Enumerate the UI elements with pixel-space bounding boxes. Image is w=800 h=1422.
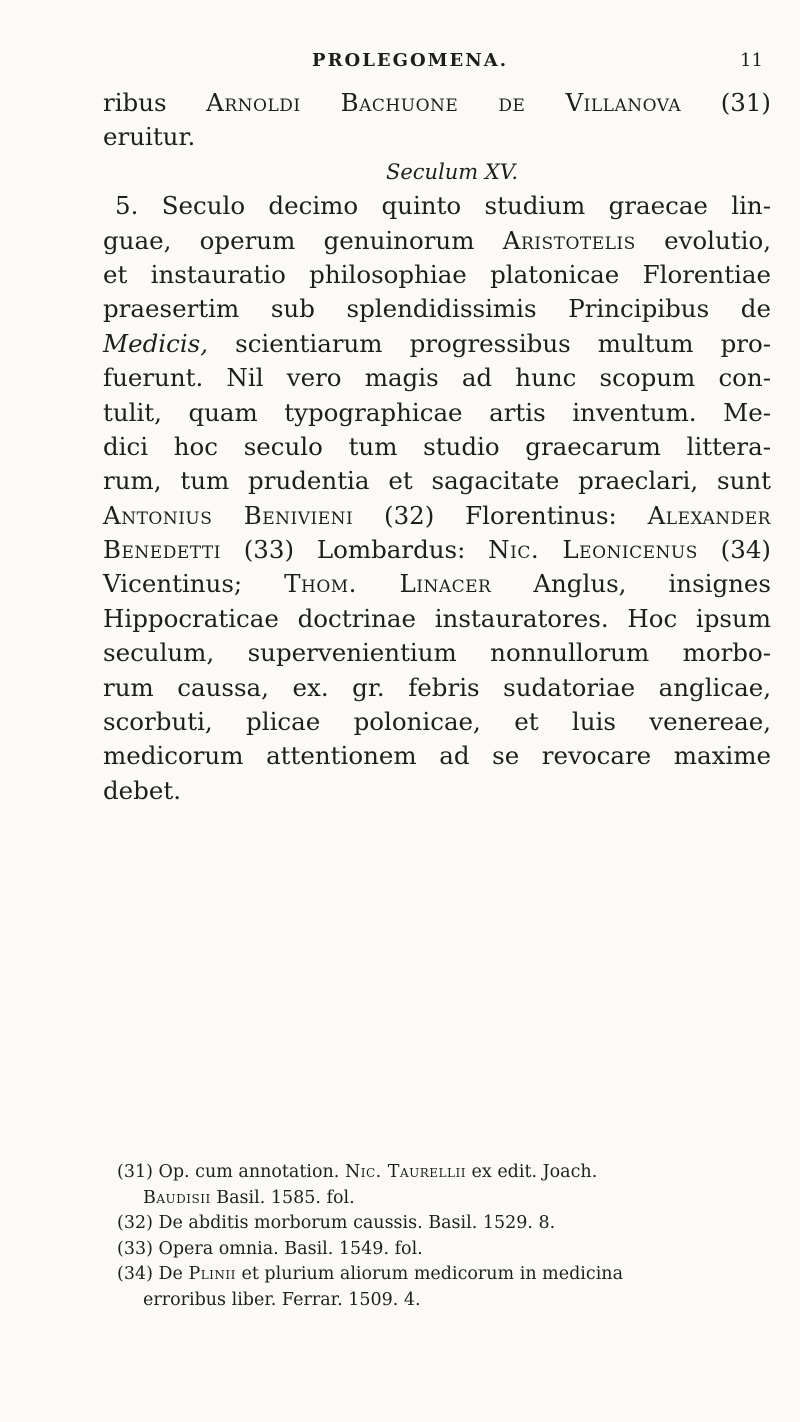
- text-line: et instauratio philosophiae platonicae Florentiae: [103, 259, 771, 289]
- author-name: Nic. Taurellii: [344, 1162, 466, 1182]
- section-heading: Seculum XV.: [385, 159, 519, 184]
- author-name: Benedetti: [103, 535, 221, 565]
- author-name: Antonius Benivieni: [103, 500, 354, 530]
- footnote: [117, 1262, 771, 1288]
- author-name: Baudisii: [143, 1187, 211, 1208]
- footnote: (32) De abditis morborum caussis. Basil. 1529. 8.: [117, 1213, 556, 1233]
- text-run: Basil. 1585. fol.: [210, 1187, 355, 1208]
- footnote-continuation: [117, 1186, 771, 1212]
- text-line: [103, 567, 771, 601]
- footnote: (33) Opera omnia. Basil. 1549. fol.: [117, 1238, 423, 1259]
- author-name: Nic. Leonicenus: [488, 535, 698, 565]
- text-line: 5. Seculo decimo quinto studium graecae lin-: [115, 191, 771, 221]
- footnote-ref: (34): [697, 535, 771, 565]
- author-name: Aristotelis: [502, 225, 636, 255]
- footnote-ref: (31): [681, 88, 771, 117]
- text-line: dici hoc seculo tum studio graecarum littera-: [103, 431, 771, 461]
- text-line: rum caussa, ex. gr. febris sudatoriae anglicae,: [103, 672, 771, 702]
- text-line: [103, 327, 771, 361]
- text-line: [103, 224, 771, 258]
- author-name: Alexander: [647, 500, 771, 530]
- text-run: guae, operum genuinorum: [103, 225, 503, 255]
- footnote: [117, 1160, 771, 1186]
- text-run: scientiarum progressibus multum pro-: [208, 328, 771, 358]
- text-line: seculum, supervenientium nonnullorum morbo-: [103, 638, 771, 668]
- text-run: (32) Florentinus:: [353, 500, 648, 530]
- page-number: 11: [740, 50, 763, 71]
- footnotes: [117, 1160, 771, 1313]
- text-run: et plurium aliorum medicorum in medicina: [235, 1264, 623, 1284]
- text-run: ex edit. Joach.: [465, 1162, 598, 1182]
- text-line: tulit, quam typographicae artis inventum. Me-: [103, 397, 771, 427]
- text-line: [103, 86, 771, 120]
- text-line: Hippocraticae doctrinae instauratores. Hoc ipsum: [103, 603, 771, 633]
- author-name: Thom. Linacer: [284, 569, 492, 599]
- text-run: ribus: [103, 88, 207, 117]
- text-line: scorbuti, plicae polonicae, et luis venereae,: [103, 707, 771, 737]
- text-line: fuerunt. Nil vero magis ad hunc scopum con-: [103, 363, 771, 393]
- running-title: PROLEGOMENA.: [312, 50, 508, 71]
- text-line: praesertim sub splendidissimis Principibus de: [103, 294, 771, 324]
- text-line: rum, tum prudentia et sagacitate praeclari, sunt: [103, 466, 771, 496]
- text-run: Anglus, insignes: [491, 569, 772, 599]
- text-line: [103, 499, 771, 533]
- text-run: (34) De: [117, 1264, 189, 1284]
- running-head: [0, 50, 800, 80]
- text-line: debet.: [103, 775, 181, 805]
- text-line: [103, 533, 771, 567]
- text-line: medicorum attentionem ad se revocare maxime: [103, 741, 771, 771]
- text-run: evolutio,: [635, 225, 772, 255]
- text-run: Vicentinus;: [103, 569, 285, 599]
- italic-run: Medicis,: [103, 328, 209, 358]
- text-line: eruitur.: [103, 122, 196, 152]
- author-name: Arnoldi Bachuone de Villanova: [206, 88, 682, 117]
- main-text: [103, 86, 771, 808]
- author-name: Plinii: [188, 1264, 236, 1284]
- text-run: (31) Op. cum annotation.: [117, 1162, 345, 1182]
- footnote-continuation: erroribus liber. Ferrar. 1509. 4.: [143, 1289, 421, 1310]
- text-run: (33) Lombardus:: [220, 535, 489, 565]
